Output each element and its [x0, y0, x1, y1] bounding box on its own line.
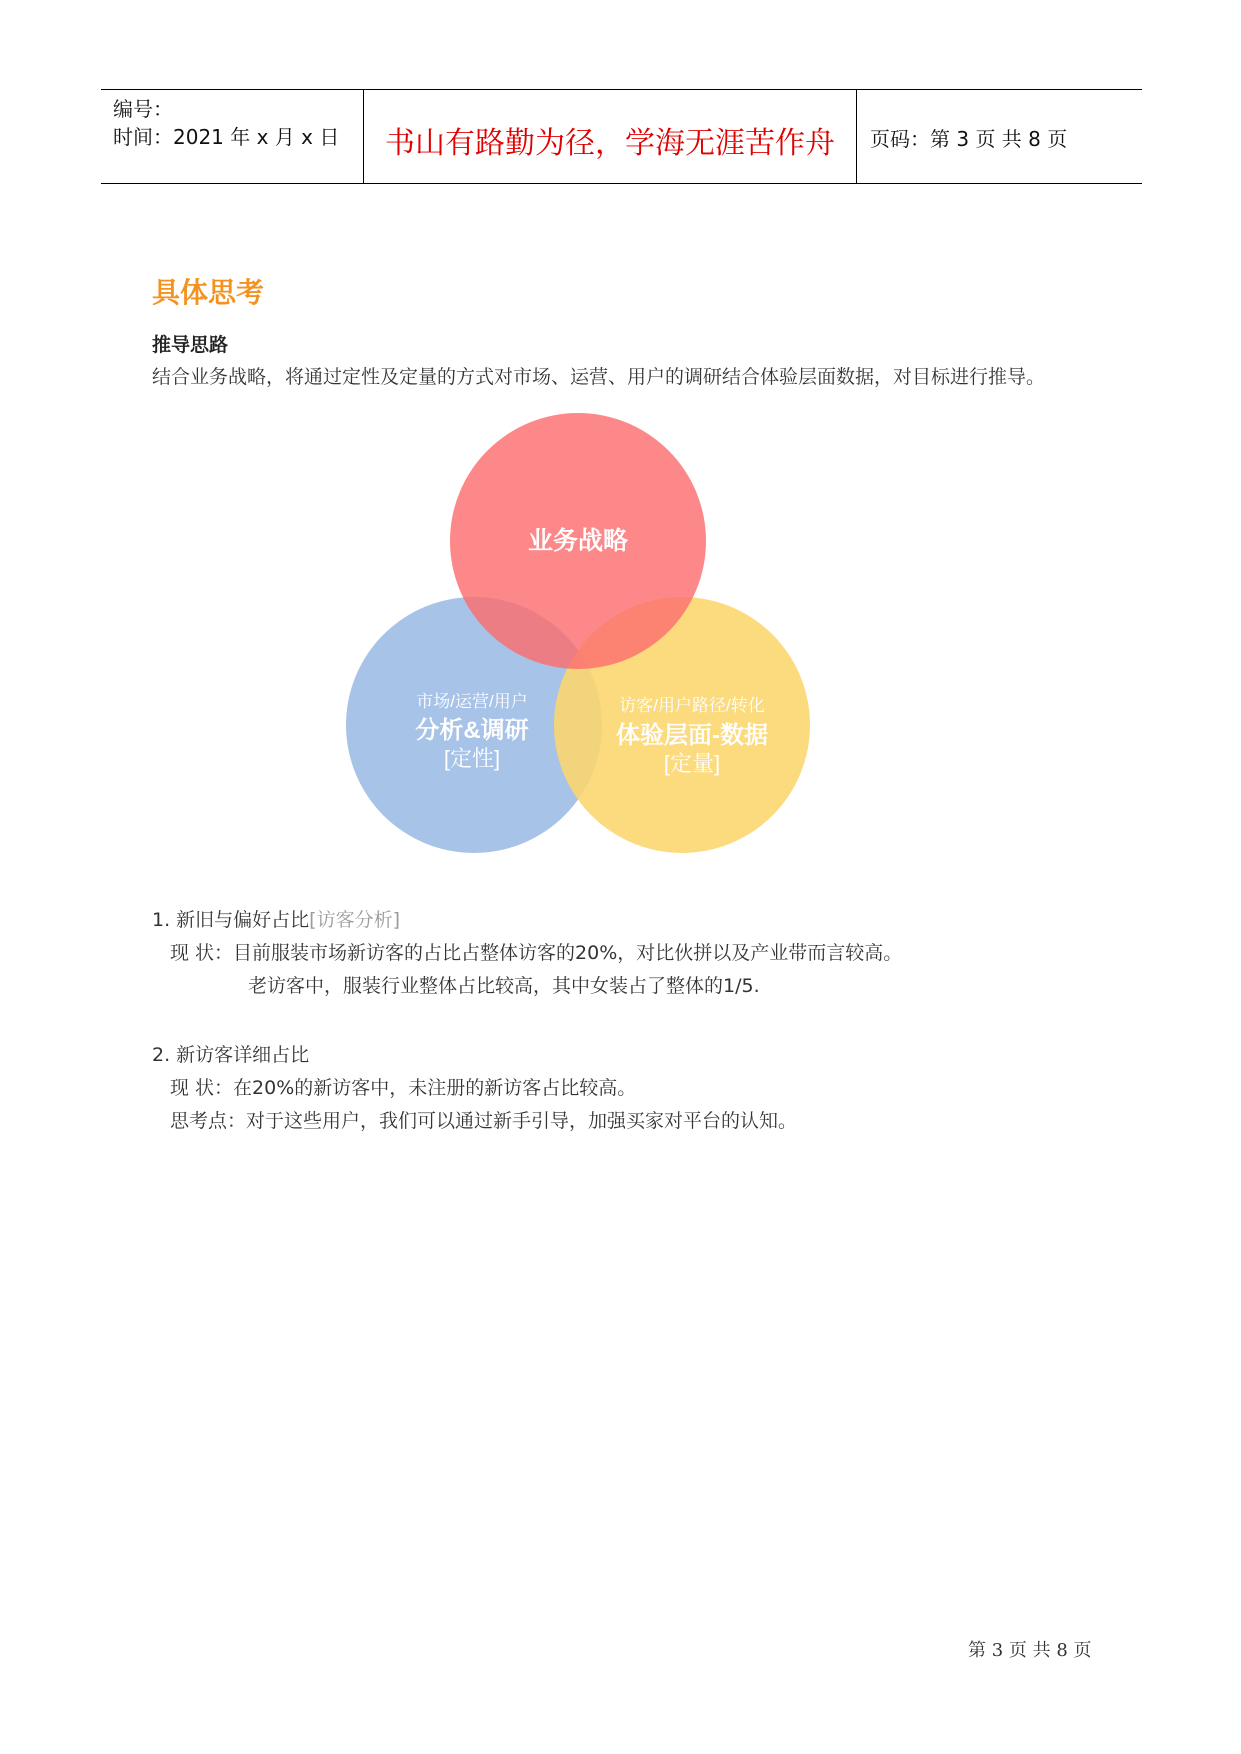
section-paragraph: 结合业务战略，将通过定性及定量的方式对市场、运营、用户的调研结合体验层面数据，对目标进行推导。	[152, 366, 1046, 388]
item-1-heading-tag: [访客分析]	[309, 909, 400, 931]
item-1-line-1: 现 状：目前服装市场新访客的占比占整体访客的20%，对比伙拼以及产业带而言较高。	[170, 942, 903, 964]
section-title: 具体思考	[152, 276, 265, 309]
item-2-line-2: 思考点：对于这些用户，我们可以通过新手引导，加强买家对平台的认知。	[170, 1110, 798, 1132]
date-label: 时间：2021 年 x 月 x 日	[113, 125, 340, 149]
item-2-heading: 2. 新访客详细占比	[152, 1044, 310, 1066]
document-header	[101, 89, 1142, 184]
footer-page-number: 第 3 页 共 8 页	[968, 1640, 1092, 1661]
motto: 书山有路勤为径，学海无涯苦作舟	[385, 126, 835, 161]
venn-left-title: 分析&调研	[415, 717, 529, 744]
venn-left-caption: 市场/运营/用户	[416, 692, 528, 711]
item-2-line-1: 现 状：在20%的新访客中，未注册的新访客占比较高。	[170, 1077, 637, 1099]
item-1-heading	[152, 905, 400, 932]
venn-right-caption: 访客/用户路径/转化	[619, 696, 765, 715]
header-meta-cell	[101, 90, 364, 183]
venn-top-title: 业务战略	[527, 527, 629, 555]
venn-right-title: 体验层面-数据	[616, 722, 768, 749]
venn-right-tag: [定量]	[663, 751, 721, 776]
section-subtitle: 推导思路	[152, 334, 229, 356]
header-page-cell	[858, 90, 1142, 183]
item-1-heading-text: 1. 新旧与偏好占比	[152, 909, 310, 931]
venn-left-tag: [定性]	[443, 746, 501, 771]
number-label: 编号：	[113, 97, 173, 121]
item-1-line-2: 老访客中，服装行业整体占比较高，其中女装占了整体的1/5.	[248, 975, 760, 997]
header-page-number: 页码：第 3 页 共 8 页	[870, 127, 1068, 151]
venn-diagram	[340, 405, 820, 865]
header-motto-cell	[364, 90, 857, 183]
